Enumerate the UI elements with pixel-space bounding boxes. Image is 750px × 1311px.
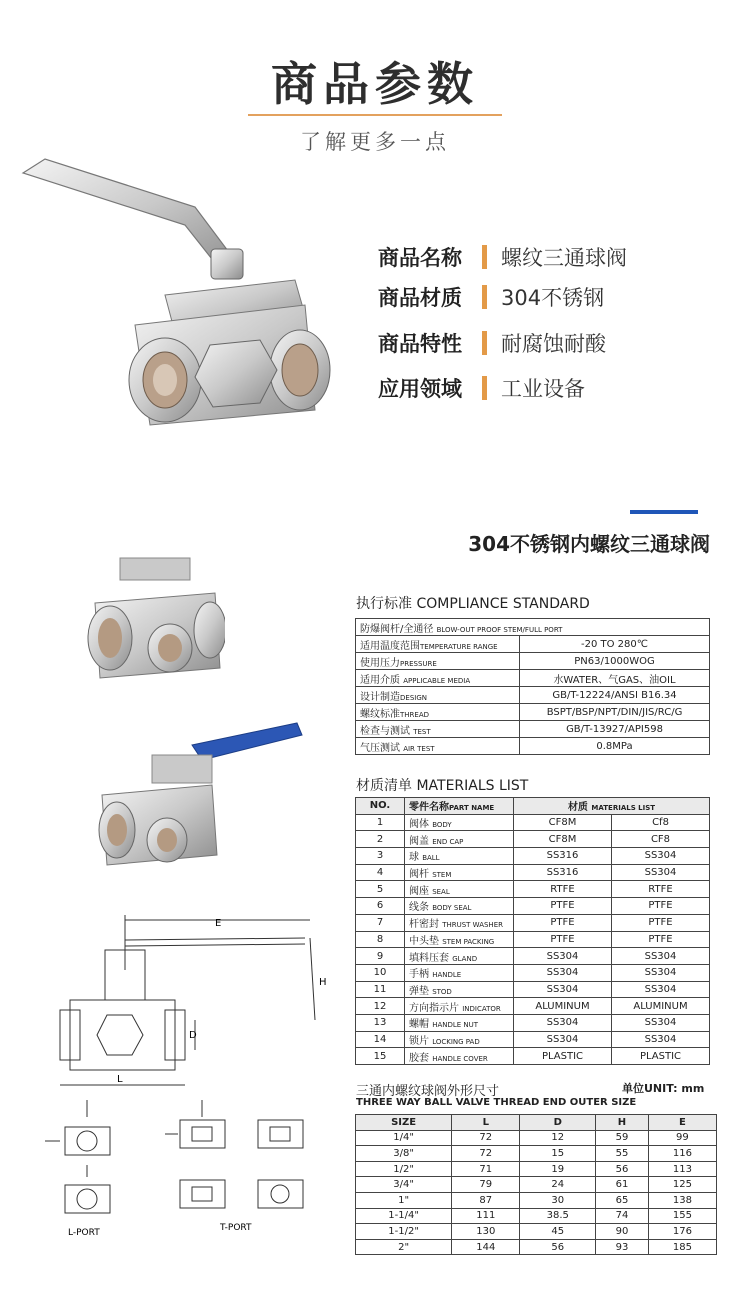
part-name: 阀座: [409, 885, 429, 897]
table-row: [356, 881, 710, 898]
table-row: [356, 914, 710, 931]
material-2: SS304: [612, 981, 710, 998]
compliance-label: 适用介质: [360, 674, 400, 686]
material-1: ALUMINUM: [514, 998, 612, 1015]
part-name-en: STEM: [432, 871, 452, 880]
part-name-en: END CAP: [432, 837, 464, 846]
row-no: 1: [356, 814, 405, 831]
material-2: SS304: [612, 848, 710, 865]
info-bar: [482, 285, 487, 309]
row-no: 4: [356, 864, 405, 881]
info-row-material: [378, 280, 738, 314]
table-row: [356, 653, 710, 670]
size-cell: 2": [356, 1239, 452, 1255]
part-name: 中头垫: [409, 935, 439, 947]
row-no: 8: [356, 931, 405, 948]
info-row-name: [378, 240, 738, 274]
col-mat-header: 材质: [567, 802, 588, 814]
h-cell: 59: [596, 1130, 649, 1146]
table-row: [356, 931, 710, 948]
col-part-header-en: PART NAME: [449, 804, 495, 813]
valve-hero-image: [15, 155, 345, 430]
compliance-label-en: THREAD: [400, 710, 430, 719]
table-row: [356, 864, 710, 881]
table-row: [356, 670, 710, 687]
table-row: [356, 1146, 717, 1162]
part-name-en: GLAND: [452, 954, 478, 963]
info-key: 商品特性: [378, 332, 462, 356]
part-name-en: HANDLE: [432, 971, 462, 980]
col-e-header: E: [648, 1115, 716, 1131]
col-l-header: L: [452, 1115, 520, 1131]
row-no: 13: [356, 1014, 405, 1031]
row-no: 10: [356, 964, 405, 981]
d-cell: 15: [520, 1146, 596, 1162]
l-cell: 130: [452, 1224, 520, 1240]
table-row: [356, 1014, 710, 1031]
part-name-en: STEM PACKING: [442, 937, 495, 946]
d-cell: 56: [520, 1239, 596, 1255]
h-cell: 56: [596, 1161, 649, 1177]
material-1: RTFE: [514, 881, 612, 898]
table-row: [356, 831, 710, 848]
compliance-value: 0.8MPa: [520, 738, 710, 755]
dimensions-unit: 单位UNIT: mm: [622, 1082, 705, 1095]
part-name: 锁片: [409, 1035, 429, 1047]
material-1: SS304: [514, 948, 612, 965]
part-name-en: BODY: [432, 821, 452, 830]
dimensions-table: [355, 1114, 717, 1255]
e-cell: 138: [648, 1192, 716, 1208]
table-row: [356, 1177, 717, 1193]
part-name: 杆密封: [409, 919, 439, 931]
section-accent-bar: [630, 510, 698, 514]
table-header-row: [356, 798, 710, 815]
part-name-en: THRUST WASHER: [442, 921, 503, 930]
compliance-label: 检查与测试: [360, 725, 410, 737]
compliance-label: 螺纹标准: [360, 708, 400, 720]
part-name: 方向指示片: [409, 1002, 459, 1014]
info-row-feature: [378, 326, 738, 360]
valve-technical-drawing: [55, 910, 335, 1100]
part-name-en: STOD: [432, 987, 452, 996]
info-key: 商品材质: [378, 286, 462, 310]
compliance-label-en: APPLICABLE MEDIA: [403, 676, 471, 685]
size-cell: 1/4": [356, 1130, 452, 1146]
info-value: 螺纹三通球阀: [501, 246, 627, 270]
table-row: [356, 998, 710, 1015]
d-cell: 38.5: [520, 1208, 596, 1224]
row-no: 11: [356, 981, 405, 998]
material-1: SS316: [514, 864, 612, 881]
row-no: 15: [356, 1048, 405, 1065]
part-name: 阀盖: [409, 835, 429, 847]
size-cell: 1-1/2": [356, 1224, 452, 1240]
part-name: 球: [409, 852, 419, 864]
port-flow-diagrams: [40, 1095, 320, 1245]
info-row-application: [378, 371, 738, 405]
h-cell: 93: [596, 1239, 649, 1255]
dim-h-label: H: [319, 977, 327, 988]
section-title: 304不锈钢内螺纹三通球阀: [468, 532, 710, 556]
e-cell: 185: [648, 1239, 716, 1255]
part-name-en: SEAL: [432, 887, 450, 896]
h-cell: 65: [596, 1192, 649, 1208]
size-cell: 1/2": [356, 1161, 452, 1177]
material-1: SS304: [514, 964, 612, 981]
compliance-table: [355, 618, 710, 755]
e-cell: 116: [648, 1146, 716, 1162]
e-cell: 113: [648, 1161, 716, 1177]
material-1: SS316: [514, 848, 612, 865]
material-2: SS304: [612, 1014, 710, 1031]
material-1: PLASTIC: [514, 1048, 612, 1065]
l-port-label: L-PORT: [68, 1228, 100, 1238]
title-divider: [248, 114, 502, 116]
dim-d-label: D: [189, 1030, 197, 1041]
e-cell: 99: [648, 1130, 716, 1146]
compliance-heading: 执行标准 COMPLIANCE STANDARD: [356, 596, 590, 612]
material-1: PTFE: [514, 898, 612, 915]
table-row: [356, 1208, 717, 1224]
part-name-en: BALL: [422, 854, 440, 863]
table-row: [356, 981, 710, 998]
material-2: SS304: [612, 1031, 710, 1048]
material-1: CF8M: [514, 831, 612, 848]
materials-table: [355, 797, 710, 1065]
table-row: [356, 1224, 717, 1240]
col-h-header: H: [596, 1115, 649, 1131]
l-cell: 111: [452, 1208, 520, 1224]
compliance-value: PN63/1000WOG: [520, 653, 710, 670]
part-name: 螺帽: [409, 1019, 429, 1031]
table-row: [356, 1031, 710, 1048]
table-row: [356, 1161, 717, 1177]
h-cell: 90: [596, 1224, 649, 1240]
table-row: [356, 619, 710, 636]
dimensions-heading-en: THREE WAY BALL VALVE THREAD END OUTER SIZE: [356, 1097, 637, 1108]
dim-e-label: E: [215, 918, 222, 929]
e-cell: 176: [648, 1224, 716, 1240]
material-1: SS304: [514, 981, 612, 998]
info-key: 应用领域: [378, 377, 462, 401]
material-2: PTFE: [612, 914, 710, 931]
l-cell: 72: [452, 1146, 520, 1162]
part-name: 阀杆: [409, 869, 429, 881]
material-2: PTFE: [612, 898, 710, 915]
h-cell: 55: [596, 1146, 649, 1162]
table-row: [356, 948, 710, 965]
material-1: PTFE: [514, 931, 612, 948]
l-cell: 72: [452, 1130, 520, 1146]
compliance-label: 气压测试: [360, 742, 400, 754]
e-cell: 155: [648, 1208, 716, 1224]
info-value: 耐腐蚀耐酸: [501, 332, 606, 356]
part-name-en: HANDLE COVER: [432, 1054, 488, 1063]
page-title: 商品参数: [271, 57, 479, 111]
table-row: [356, 721, 710, 738]
compliance-label-en: BLOW-OUT PROOF STEM/FULL PORT: [436, 625, 563, 634]
compliance-value: -20 TO 280℃: [520, 636, 710, 653]
size-cell: 1-1/4": [356, 1208, 452, 1224]
col-d-header: D: [520, 1115, 596, 1131]
table-row: [356, 964, 710, 981]
info-bar: [482, 245, 487, 269]
size-cell: 3/8": [356, 1146, 452, 1162]
compliance-value: 水WATER、气GAS、油OIL: [520, 670, 710, 687]
part-name-en: HANDLE NUT: [432, 1021, 479, 1030]
col-mat-header-en: MATERIALS LIST: [591, 804, 656, 813]
table-row: [356, 1048, 710, 1065]
compliance-label-en: PRESSURE: [400, 659, 437, 668]
material-1: SS304: [514, 1014, 612, 1031]
row-no: 2: [356, 831, 405, 848]
row-no: 7: [356, 914, 405, 931]
part-name-en: BODY SEAL: [432, 904, 472, 913]
valve-photo-no-handle: [75, 548, 225, 698]
size-cell: 3/4": [356, 1177, 452, 1193]
table-row: [356, 1239, 717, 1255]
page-subtitle: 了解更多一点: [300, 130, 450, 154]
col-size-header: SIZE: [356, 1115, 452, 1131]
material-1: SS304: [514, 1031, 612, 1048]
info-value: 304不锈钢: [501, 286, 605, 310]
part-name: 线条: [409, 902, 429, 914]
compliance-label: 设计制造: [360, 691, 400, 703]
t-port-label: T-PORT: [220, 1223, 252, 1233]
material-2: SS304: [612, 948, 710, 965]
dimensions-heading: 三通内螺纹球阀外形尺寸: [356, 1084, 500, 1099]
material-2: ALUMINUM: [612, 998, 710, 1015]
compliance-label: 防爆阀杆/全通径: [360, 623, 434, 635]
part-name: 弹垫: [409, 985, 429, 997]
d-cell: 12: [520, 1130, 596, 1146]
material-2: SS304: [612, 964, 710, 981]
d-cell: 30: [520, 1192, 596, 1208]
row-no: 9: [356, 948, 405, 965]
dim-l-label: L: [117, 1074, 123, 1085]
table-row: [356, 738, 710, 755]
material-2: CF8: [612, 831, 710, 848]
table-row: [356, 1192, 717, 1208]
d-cell: 24: [520, 1177, 596, 1193]
compliance-label-en: AIR TEST: [403, 744, 435, 753]
part-name: 填料压套: [409, 952, 449, 964]
l-cell: 144: [452, 1239, 520, 1255]
info-bar: [482, 331, 487, 355]
table-row: [356, 898, 710, 915]
table-row: [356, 636, 710, 653]
table-row: [356, 848, 710, 865]
e-cell: 125: [648, 1177, 716, 1193]
h-cell: 61: [596, 1177, 649, 1193]
info-bar: [482, 376, 487, 400]
compliance-label-en: TEMPERATURE RANGE: [420, 642, 498, 651]
material-2: Cf8: [612, 814, 710, 831]
col-part-header: 零件名称: [409, 802, 449, 814]
part-name: 胶套: [409, 1052, 429, 1064]
h-cell: 74: [596, 1208, 649, 1224]
compliance-label: 使用压力: [360, 657, 400, 669]
compliance-value: GB/T-12224/ANSI B16.34: [520, 687, 710, 704]
valve-photo-blue-handle: [92, 715, 312, 880]
d-cell: 45: [520, 1224, 596, 1240]
row-no: 14: [356, 1031, 405, 1048]
info-key: 商品名称: [378, 246, 462, 270]
table-row: [356, 687, 710, 704]
row-no: 5: [356, 881, 405, 898]
col-no-header: NO.: [356, 798, 405, 815]
part-name-en: INDICATOR: [462, 1004, 501, 1013]
material-2: PTFE: [612, 931, 710, 948]
material-2: SS304: [612, 864, 710, 881]
d-cell: 19: [520, 1161, 596, 1177]
row-no: 3: [356, 848, 405, 865]
part-name: 手柄: [409, 969, 429, 981]
l-cell: 87: [452, 1192, 520, 1208]
materials-heading: 材质清单 MATERIALS LIST: [356, 778, 529, 794]
compliance-label-en: DESIGN: [400, 693, 427, 702]
table-header-row: [356, 1115, 717, 1131]
part-name-en: LOCKING PAD: [432, 1037, 480, 1046]
material-1: PTFE: [514, 914, 612, 931]
table-row: [356, 814, 710, 831]
table-row: [356, 1130, 717, 1146]
compliance-value: BSPT/BSP/NPT/DIN/JIS/RC/G: [520, 704, 710, 721]
material-1: CF8M: [514, 814, 612, 831]
row-no: 6: [356, 898, 405, 915]
compliance-value: GB/T-13927/API598: [520, 721, 710, 738]
compliance-label: 适用温度范围: [360, 640, 420, 652]
material-2: RTFE: [612, 881, 710, 898]
row-no: 12: [356, 998, 405, 1015]
l-cell: 71: [452, 1161, 520, 1177]
part-name: 阀体: [409, 819, 429, 831]
table-row: [356, 704, 710, 721]
size-cell: 1": [356, 1192, 452, 1208]
l-cell: 79: [452, 1177, 520, 1193]
info-value: 工业设备: [501, 377, 585, 401]
compliance-label-en: TEST: [413, 727, 431, 736]
material-2: PLASTIC: [612, 1048, 710, 1065]
